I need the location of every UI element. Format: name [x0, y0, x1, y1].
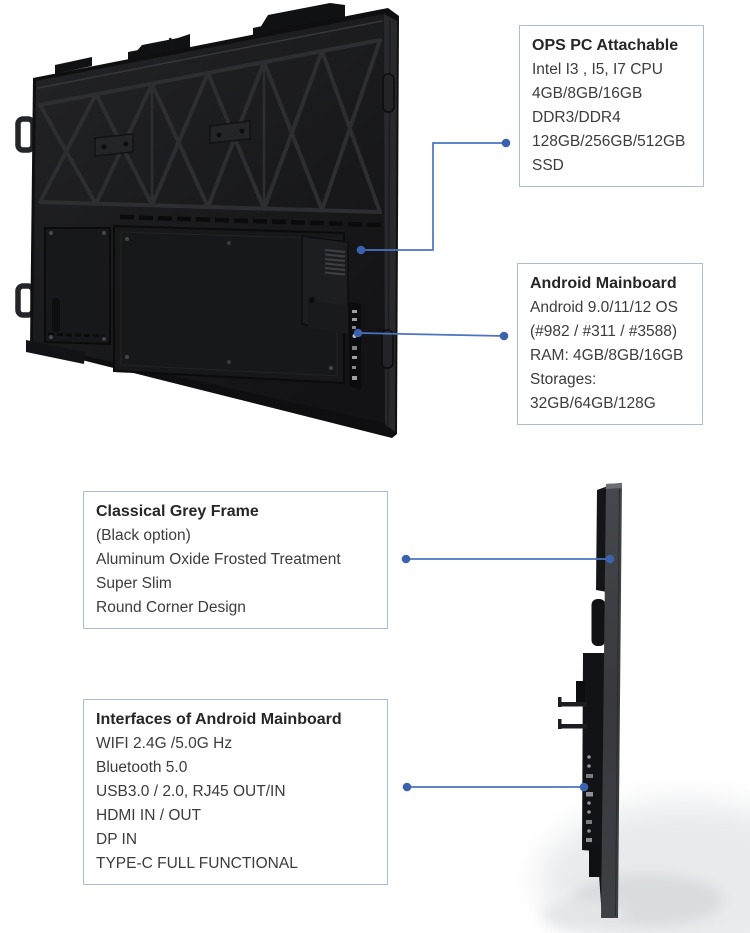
callout-line: USB3.0 / 2.0, RJ45 OUT/IN	[96, 783, 286, 800]
connector-frame	[402, 555, 615, 564]
connector-interfaces	[403, 783, 589, 792]
callout-grey-frame	[83, 491, 388, 629]
left-access-door	[45, 228, 110, 344]
callout-line: HDMI IN / OUT	[96, 807, 202, 824]
callout-line: WIFI 2.4G /5.0G Hz	[96, 735, 233, 752]
callout-line: (Black option)	[96, 527, 191, 544]
side-panel-figure	[540, 483, 750, 933]
back-panel-figure	[18, 3, 399, 438]
callout-line: RAM: 4GB/8GB/16GB	[530, 347, 684, 364]
callout-line: DDR3/DDR4	[532, 109, 621, 126]
ops-module	[302, 236, 348, 334]
callout-title: Interfaces of Android Mainboard	[96, 711, 342, 728]
callout-line: 128GB/256GB/512GB	[532, 133, 686, 150]
callout-line: DP IN	[96, 831, 138, 848]
callout-interfaces	[83, 699, 388, 885]
side-vga-connector	[576, 681, 585, 702]
android-port-strip	[349, 302, 361, 390]
callout-title: Android Mainboard	[530, 275, 677, 292]
ops-latch	[309, 297, 315, 303]
callout-line: Storages:	[530, 371, 597, 388]
callout-line: Round Corner Design	[96, 599, 246, 616]
callout-line: TYPE-C FULL FUNCTIONAL	[96, 855, 298, 872]
callout-ops-pc	[519, 25, 704, 187]
slab-top-bevel	[606, 483, 622, 489]
floor-shadow	[540, 802, 750, 933]
callout-line: Super Slim	[96, 575, 172, 592]
callout-line: Bluetooth 5.0	[96, 759, 188, 776]
callout-line: 32GB/64GB/128G	[530, 395, 656, 412]
callout-line: (#982 / #311 / #3588)	[530, 323, 678, 340]
callout-title: Classical Grey Frame	[96, 503, 259, 520]
side-handle	[592, 599, 606, 646]
callout-line: Intel I3 , I5, I7 CPU	[532, 61, 663, 78]
callout-line: Android 9.0/11/12 OS	[530, 299, 678, 316]
callout-line: SSD	[532, 157, 564, 174]
callout-title: OPS PC Attachable	[532, 37, 679, 54]
callout-line: Aluminum Oxide Frosted Treatment	[96, 551, 341, 568]
callout-line: 4GB/8GB/16GB	[532, 85, 643, 102]
callout-android-mainboard	[517, 263, 703, 425]
